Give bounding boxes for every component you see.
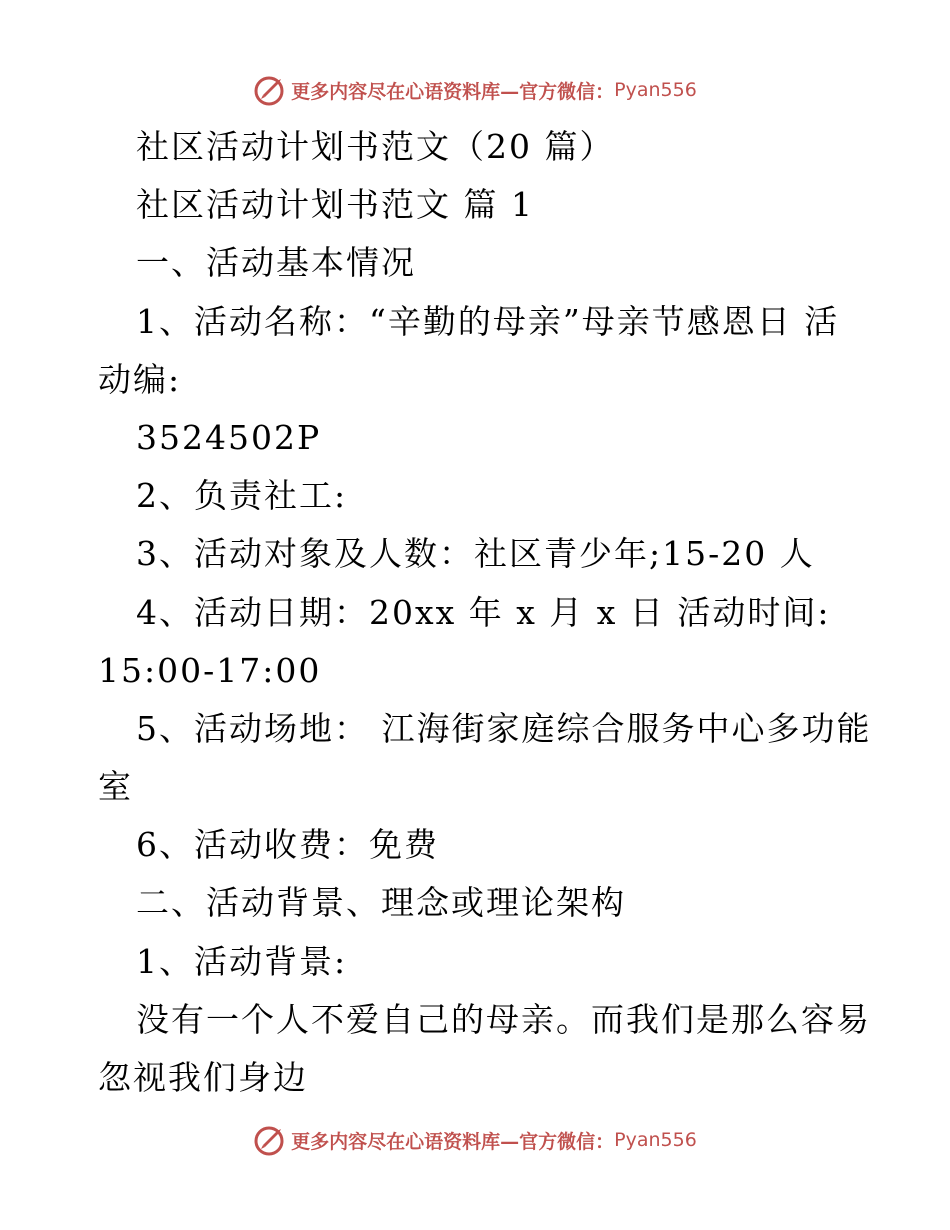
document-body (98, 118, 872, 1107)
document-title: 社区活动计划书范文（20 篇） (136, 127, 615, 166)
header-banner-contact: Pyan556 (614, 79, 697, 101)
text-line: 5、活动场地： 江海街家庭综合服务中心多功能 (136, 708, 872, 748)
section-heading: 二、活动背景、理念或理论架构 (136, 883, 626, 923)
text-line: 1、活动背景: (136, 941, 348, 981)
text-line: 忽视我们身边 (98, 1058, 308, 1097)
section-heading: 一、活动基本情况 (136, 243, 416, 283)
text-line: 没有一个人不爱自己的母亲。而我们是那么容易 (136, 999, 871, 1039)
footer-banner-text: 更多内容尽在心语资料库—官方微信： (291, 1130, 615, 1153)
text-line: 2、负责社工: (136, 476, 348, 516)
text-line: 15:00-17:00 (98, 650, 322, 690)
pen-logo-icon (253, 1123, 287, 1157)
text-line: 6、活动收费：免费 (136, 825, 439, 865)
text-line: 室 (98, 767, 133, 807)
footer-banner-contact: Pyan556 (614, 1129, 697, 1151)
text-line: 动编: (98, 359, 182, 399)
header-banner (0, 70, 950, 110)
header-banner-text: 更多内容尽在心语资料库—官方微信： (291, 80, 615, 103)
text-line: 3524502P (136, 417, 322, 457)
section-heading: 社区活动计划书范文 篇 1 (136, 185, 534, 225)
text-line: 1、活动名称：“辛勤的母亲”母亲节感恩日 活 (136, 301, 840, 341)
pen-logo-icon (253, 73, 287, 107)
text-line: 4、活动日期：20xx 年 x 月 x 日 活动时间: (136, 592, 831, 632)
footer-banner (0, 1120, 950, 1160)
text-line: 3、活动对象及人数：社区青少年;15-20 人 (136, 534, 815, 574)
